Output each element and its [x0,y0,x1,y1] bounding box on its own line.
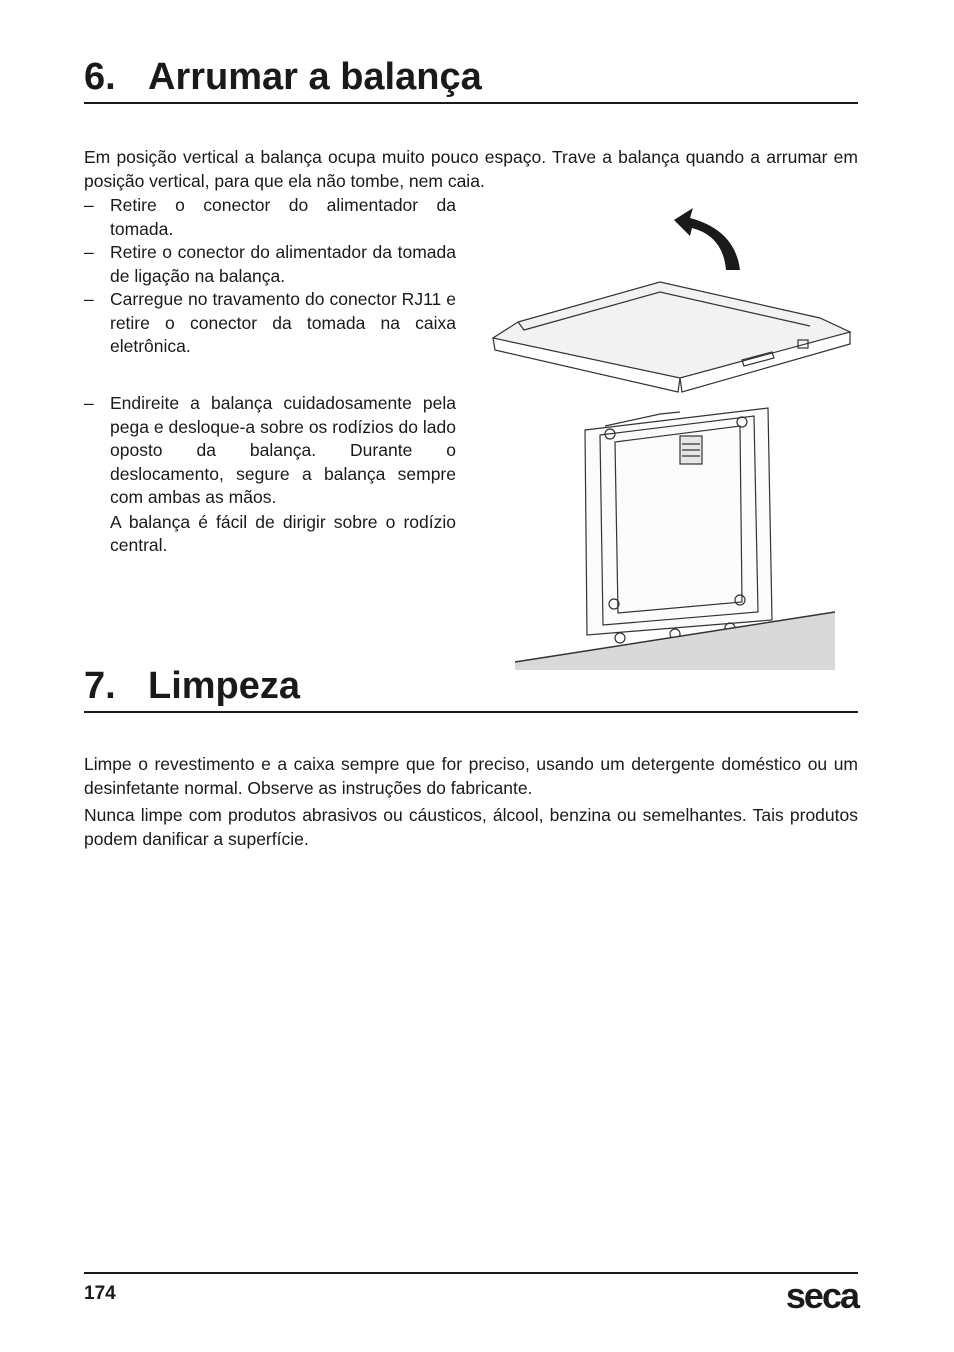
cleaning-paragraph-1: Limpe o revestimento e a caixa sempre que for preciso, usando um detergente doméstico ou um desinfetante normal. Observe as instruções do fabricante. [84,754,858,798]
scale-illustration [490,200,860,670]
step-text: Retire o conector do alimentador da tomada. [110,195,456,239]
footer-divider [84,1272,858,1274]
scale-platform-flat [493,282,850,392]
step-note: A balança é fácil de dirigir sobre o rodízio central. [110,511,456,555]
scale-platform-upright [585,408,772,643]
step-item [84,194,456,241]
section-7-title: Limpeza [148,665,301,707]
cleaning-paragraph-2: Nunca limpe com produtos abrasivos ou cáusticos, álcool, benzina ou semelhantes. Tais produtos podem danificar a superfície. [84,805,858,849]
steps-list [84,194,456,359]
section-7-heading [84,663,858,713]
section-6-number: 6. [84,56,116,98]
section-6-heading [84,54,858,104]
step-dash: – [84,242,94,262]
step-item [84,288,456,359]
rotate-arrow-icon [674,208,740,270]
step-dash: – [84,393,94,413]
step-dash: – [84,195,94,215]
section-7-number: 7. [84,665,116,707]
step-text: Endireite a balança cuidadosamente pela pega e desloque-a sobre os rodízios do lado oposto da balança. Durante o deslocamento, segure a balança sempre com ambas as mãos. [110,393,456,507]
steps-list-2 [84,392,456,558]
step-item [84,241,456,288]
page-number: 174 [84,1283,116,1304]
step-dash: – [84,289,94,309]
step-text: Carregue no travamento do conector RJ11 e retire o conector da tomada na caixa eletrônica. [110,289,456,356]
step-item [84,392,456,558]
seca-logo: seca [785,1275,858,1316]
section-6-intro: Em posição vertical a balança ocupa muito pouco espaço. Trave a balança quando a arrumar em posição vertical, para que ela não tombe, nem caia. [84,147,858,191]
section-6-title: Arrumar a balança [148,56,482,98]
step-text: Retire o conector do alimentador da tomada de ligação na balança. [110,242,456,286]
